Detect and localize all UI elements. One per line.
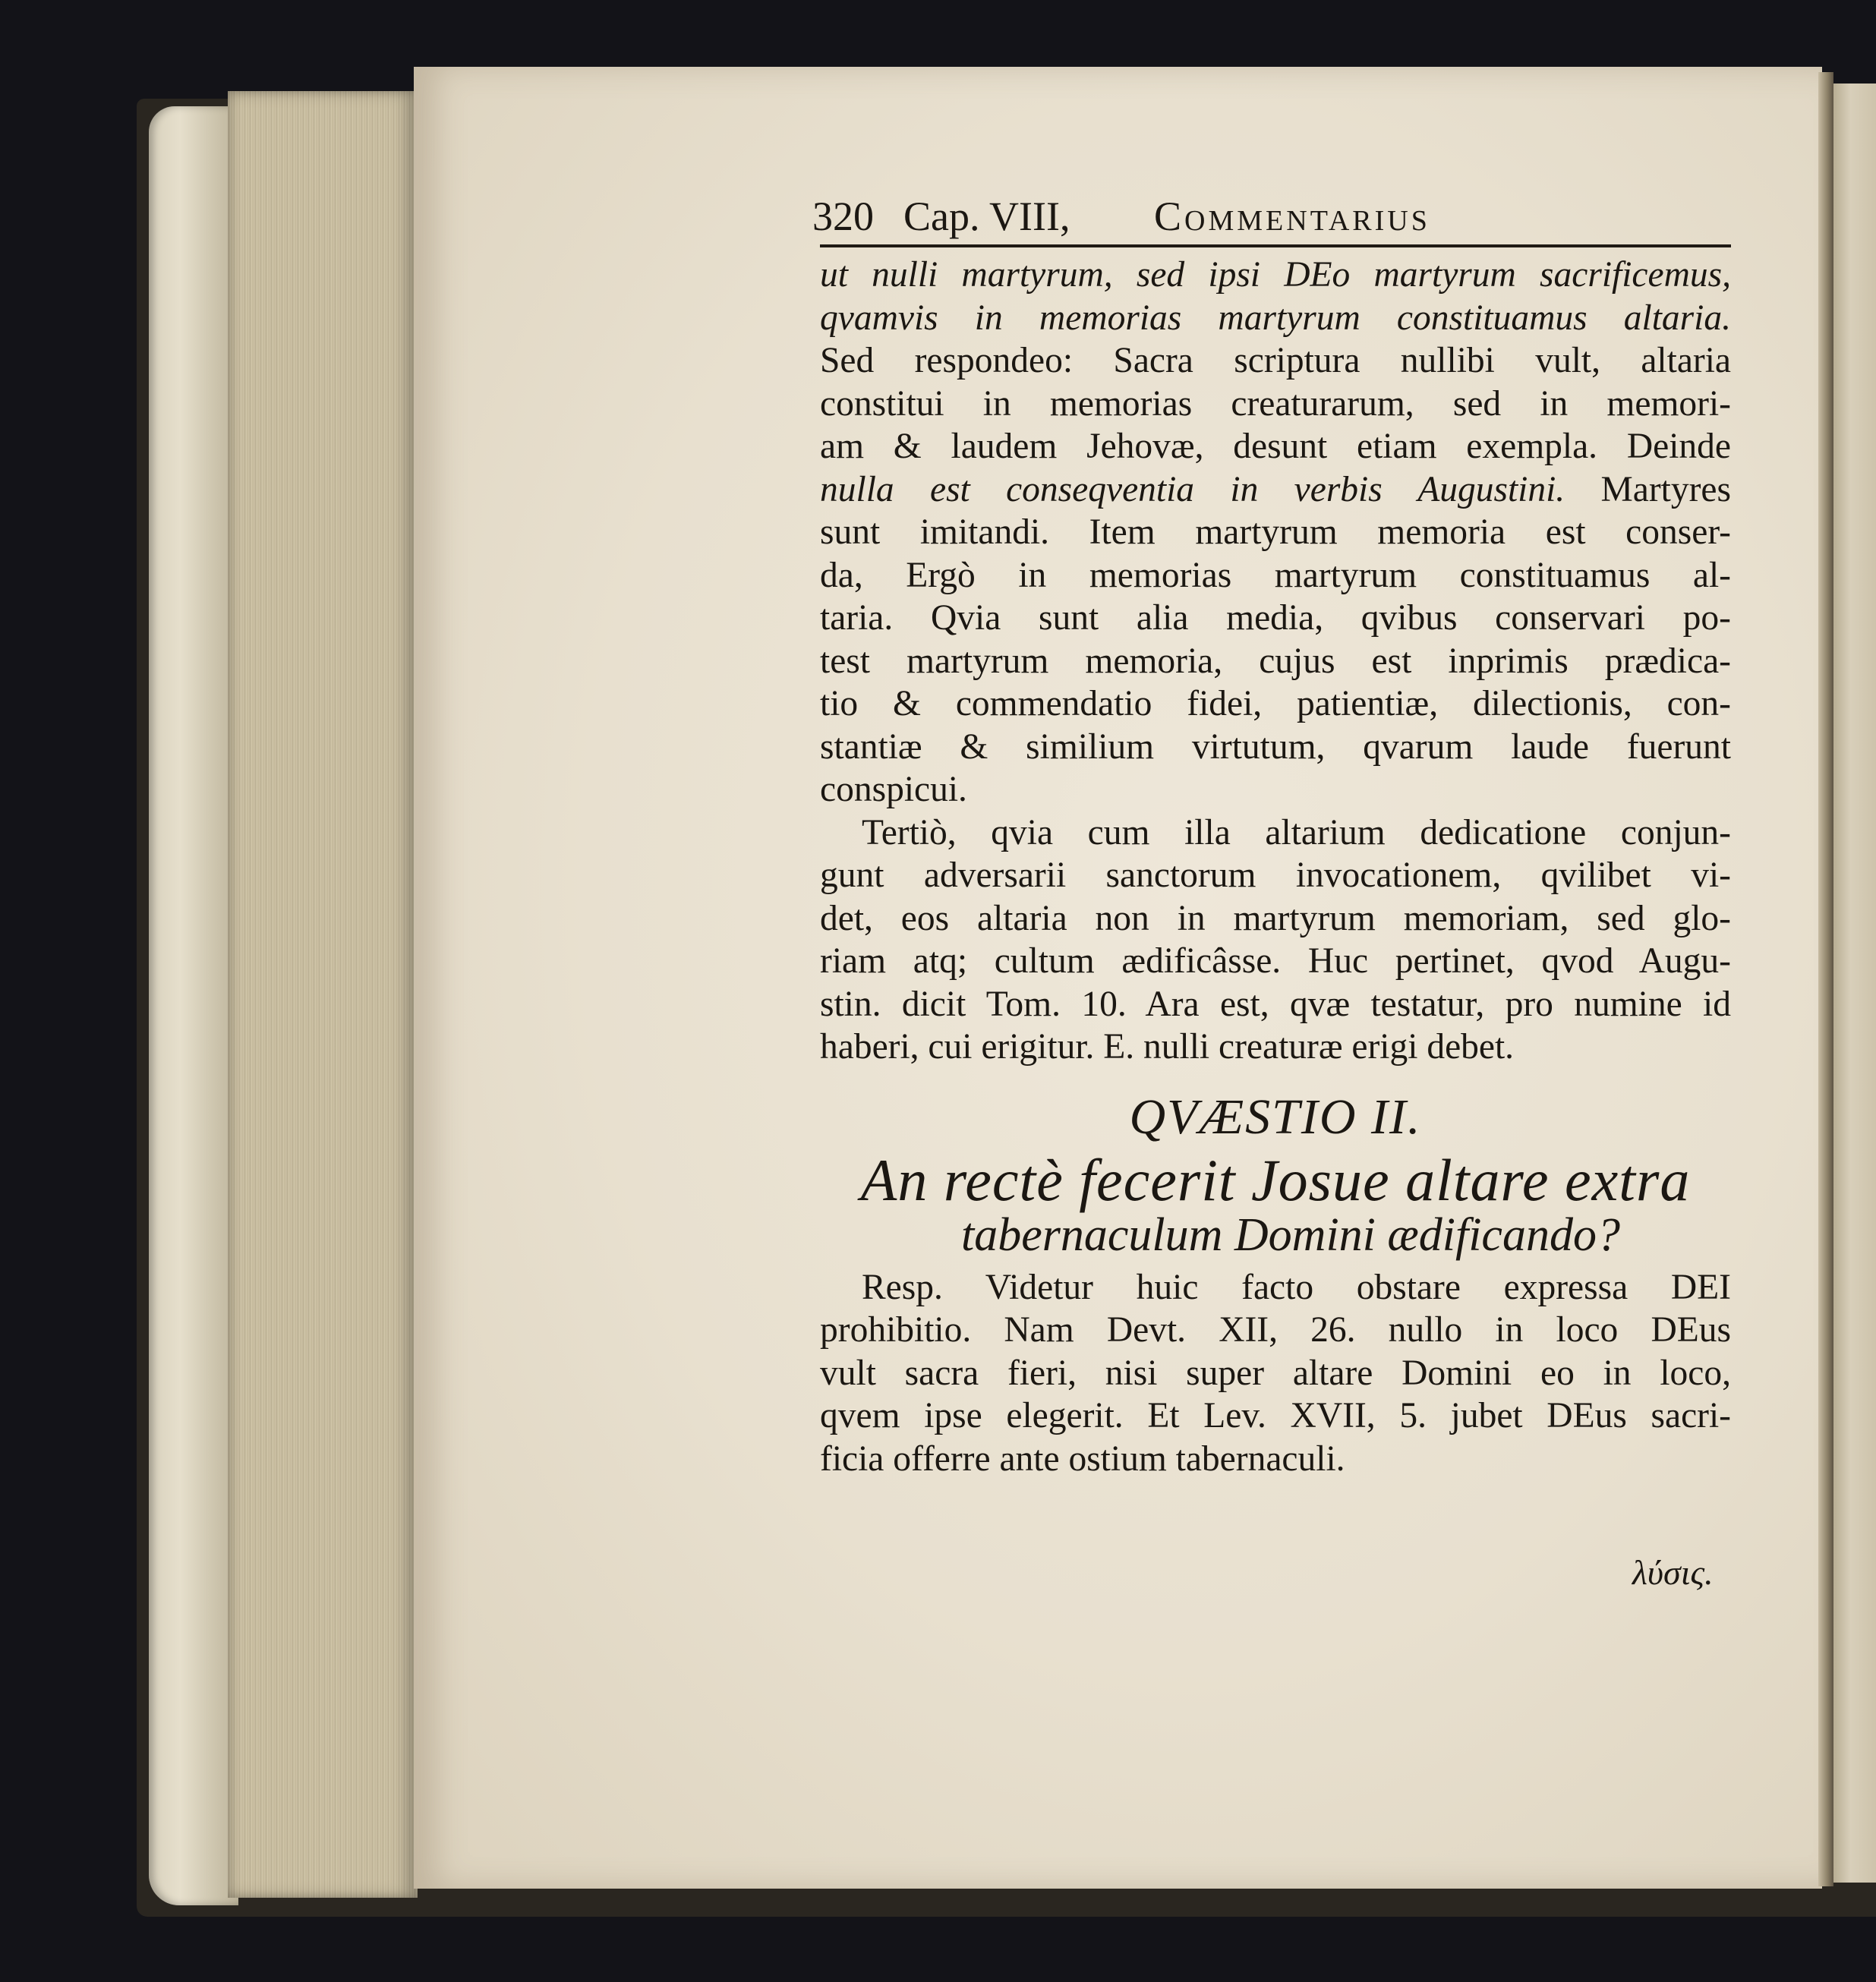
text-line: riam atq; cultum ædificâsse. Huc pertinet, qvod Augu- — [820, 941, 1731, 981]
text-line: am & laudem Jehovæ, desunt etiam exempla. Deinde — [820, 427, 1731, 466]
page-number: 320 — [812, 194, 874, 239]
text-line: vult sacra fieri, nisi super altare Domini eo in loco, — [820, 1353, 1731, 1393]
text-line: qvamvis in memorias martyrum constituamus altaria. — [820, 298, 1731, 338]
text-line: qvem ipse elegerit. Et Lev. XVII, 5. jubet DEus sacri- — [820, 1396, 1731, 1435]
text-fragment: Martyres — [1565, 469, 1731, 509]
book-gutter — [1818, 72, 1833, 1886]
text-line: ut nulli martyrum, sed ipsi DEo martyrum sacrificemus, — [820, 255, 1731, 295]
question-heading: QVÆSTIO II. — [1129, 1089, 1422, 1145]
italic-phrase: nulla est conseqventia in verbis Augustini. — [820, 469, 1565, 509]
paragraph-3 — [820, 1266, 1731, 1481]
text-line: det, eos altaria non in martyrum memoriam, sed glo- — [820, 898, 1731, 938]
text-line: prohibitio. Nam Devt. XII, 26. nullo in loco DEus — [820, 1310, 1731, 1350]
page-edges-stack — [228, 91, 418, 1898]
text-line — [820, 468, 1731, 512]
question-subtitle: tabernaculum Domini ædificando? — [961, 1208, 1620, 1261]
paragraph-1 — [820, 254, 1731, 811]
paragraph-2 — [820, 811, 1731, 1069]
text-line: Resp. Videtur huic facto obstare expressa DEI — [862, 1267, 1731, 1307]
text-line: test martyrum memoria, cujus est inprimis prædica- — [820, 641, 1731, 681]
text-line: conspicui. — [820, 770, 967, 809]
text-line: sunt imitandi. Item martyrum memoria est conser- — [820, 512, 1731, 552]
book-spine-edge — [149, 106, 238, 1905]
text-line: stantiæ & similium virtutum, qvarum laude fuerunt — [820, 726, 1731, 767]
text-line: stin. dicit Tom. 10. Ara est, qvæ testatur, pro numine id — [820, 984, 1731, 1024]
text-line: constitui in memorias creaturarum, sed in memori- — [820, 383, 1731, 424]
running-head — [812, 175, 1731, 247]
question-subtitle: An rectè fecerit Josue altare extra — [860, 1146, 1691, 1213]
catchword: λύσις. — [1632, 1553, 1714, 1592]
text-line: da, Ergò in memorias martyrum constituamus al- — [820, 555, 1731, 595]
running-title: Commentarius — [1154, 194, 1430, 239]
text-line: tio & commendatio fidei, patientiæ, dilectionis, con- — [820, 684, 1731, 723]
chapter-label: Cap. VIII, — [903, 194, 1070, 239]
text-line: ficia offerre ante ostium tabernaculi. — [820, 1438, 1345, 1479]
text-line: taria. Qvia sunt alia media, qvibus conservari po- — [820, 598, 1731, 638]
text-line: haberi, cui erigitur. E. nulli creaturæ erigi debet. — [820, 1027, 1515, 1067]
text-line: Sed respondeo: Sacra scriptura nullibi vult, altaria — [820, 341, 1731, 380]
page-text-block — [812, 175, 1731, 1480]
text-line: gunt adversarii sanctorum invocationem, qvilibet vi- — [820, 856, 1731, 895]
text-line: Tertiò, qvia cum illa altarium dedicatione conjun- — [862, 812, 1731, 852]
right-page-edge — [1833, 84, 1876, 1883]
